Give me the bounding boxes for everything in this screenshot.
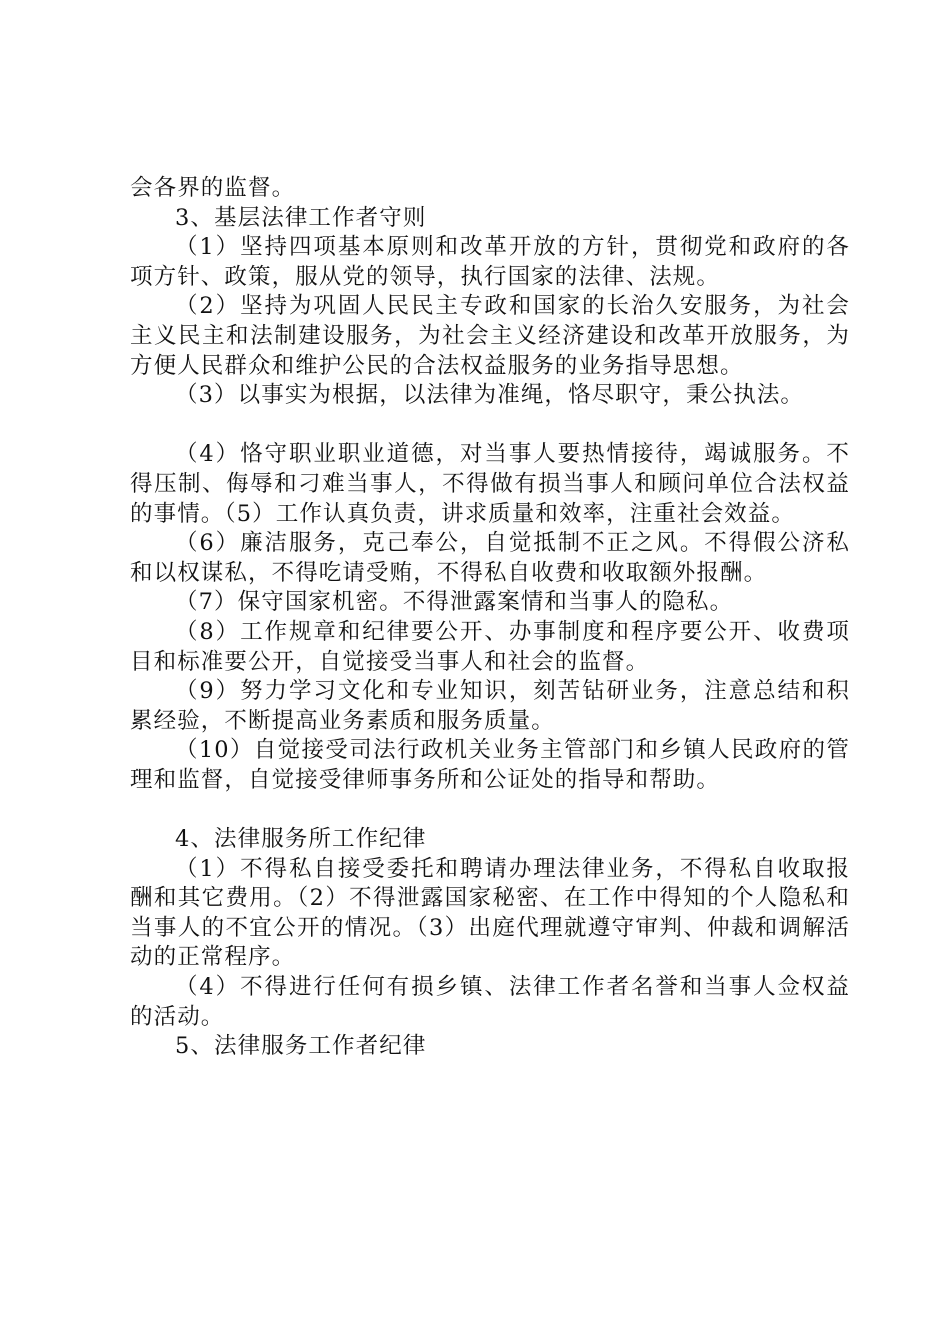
document-body bbox=[130, 174, 850, 1062]
paragraph-rule-2: （2）坚持为巩固人民民主专政和国家的长治久安服务，为社会主义民主和法制建设服务，为社会主义经济建设和改革开放服务，为方便人民群众和维护公民的合法权益服务的业务指导思想。 bbox=[130, 293, 850, 379]
blank-line bbox=[130, 411, 850, 441]
section-heading-5: 5、法律服务工作者纪律 bbox=[175, 1033, 427, 1060]
paragraph-continuation: 会各界的监督。 bbox=[130, 175, 296, 201]
paragraph-rule-1: （1）坚持四项基本原则和改革开放的方针，贯彻党和政府的各项方针、政策，服从党的领导，执行国家的法律、法规。 bbox=[130, 234, 850, 290]
paragraph-rule-6: （6）廉洁服务，克己奉公，自觉抵制不正之风。不得假公济私和以权谋私，不得吃请受贿，不得私自收费和收取额外报酬。 bbox=[130, 530, 850, 586]
paragraph-discipline-4: （4）不得进行任何有损乡镇、法律工作者名誉和当事人佥权益的活动。 bbox=[130, 974, 850, 1030]
section-heading-4: 4、法律服务所工作纪律 bbox=[175, 826, 427, 853]
paragraph-rule-7: （7）保守国家机密。不得泄露案情和当事人的隐私。 bbox=[175, 589, 734, 616]
blank-line bbox=[130, 795, 850, 825]
paragraph-rule-8: （8）工作规章和纪律要公开、办事制度和程序要公开、收费项目和标准要公开，自觉接受当事人和社会的监督。 bbox=[130, 618, 850, 675]
paragraph-rule-4-5: （4）恪守职业职业道德，对当事人要热情接待，竭诚服务。不得压制、侮辱和刁难当事人，不得做有损当事人和顾问单位合法权益的事情。（5）工作认真负责，讲求质量和效率，注重社会效益。 bbox=[130, 441, 850, 527]
paragraph-rule-3: （3）以事实为根据，以法律为准绳，恪尽职守，秉公执法。 bbox=[175, 382, 805, 409]
paragraph-rule-9: （9）努力学习文化和专业知识，刻苦钻研业务，注意总结和积累经验，不断提高业务素质和服务质量。 bbox=[130, 678, 850, 734]
paragraph-rule-10: （10）自觉接受司法行政机关业务主管部门和乡镇人民政府的管理和监督，自觉接受律师事务所和公证处的指导和帮助。 bbox=[130, 737, 850, 793]
paragraph-discipline-1-3: （1）不得私自接受委托和聘请办理法律业务，不得私自收取报酬和其它费用。（2）不得泄露国家秘密、在工作中得知的个人隐私和当事人的不宜公开的情况。（3）出庭代理就遵守审判、仲裁和调解活动的正常程序。 bbox=[130, 855, 850, 971]
section-heading-3: 3、基层法律工作者守则 bbox=[175, 204, 427, 231]
